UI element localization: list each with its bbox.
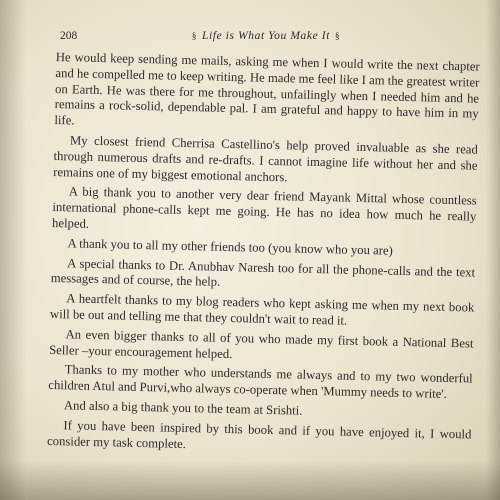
- paragraph-9: And also a big thank you to the team at Srishti.: [63, 398, 303, 418]
- running-title: [56, 30, 476, 42]
- paragraph-8: Thanks to my mother who understands me always and to my two wonderful children Atul and Purvi,who always co-operate when 'Mummy needs to write'.: [48, 362, 473, 402]
- running-title-text: Life is What You Make It: [201, 30, 330, 42]
- paragraph-7: An even bigger thanks to all of you who made my first book a National Best Seller –your encouragement helped.: [49, 327, 474, 361]
- page-bottom-shadow: [0, 460, 500, 500]
- ornament-right-icon: §: [335, 31, 341, 41]
- paragraph-2: My closest friend Cherrisa Castellino's help proved invaluable as she read through numerous drafts and re-drafts. I cannot imagine life without her and she remains one of my biggest emotional anchors.: [53, 133, 479, 184]
- paragraph-6: A heartfelt thanks to my blog readers who kept asking me when my next book will be out and telling me that they couldn't wait to read it.: [49, 291, 475, 328]
- page-edge-shadow: [486, 0, 500, 500]
- page-header: [56, 28, 476, 46]
- paragraph-3: A big thank you to another very dear friend Mayank Mittal whose countless international phone-calls kept me going. He has no idea how much he really helped.: [51, 184, 477, 231]
- ornament-left-icon: §: [191, 31, 197, 41]
- page-gutter-shadow: [0, 0, 26, 500]
- page-body: [47, 50, 480, 463]
- paragraph-5: A special thanks to Dr. Anubhav Naresh too for all the phone-calls and the text messages and of course, the help.: [50, 255, 476, 290]
- paragraph-4: A thank you to all my other friends too (you know who you are): [67, 236, 393, 258]
- paragraph-1: He would keep sending me mails, asking me when I would write the next chapter and he compelled me to keep writing. He made me feel like I am the greatest writer on Earth. He was there for me throughout, unfailingly when I needed him and he remains a rock-solid, dependable pal. I am grateful and happy to have him in my life.: [54, 50, 480, 128]
- paragraph-10: If you have been inspired by this book and if you have enjoyed it, I would consider my task complete.: [46, 418, 472, 451]
- page-number: 208: [60, 30, 78, 42]
